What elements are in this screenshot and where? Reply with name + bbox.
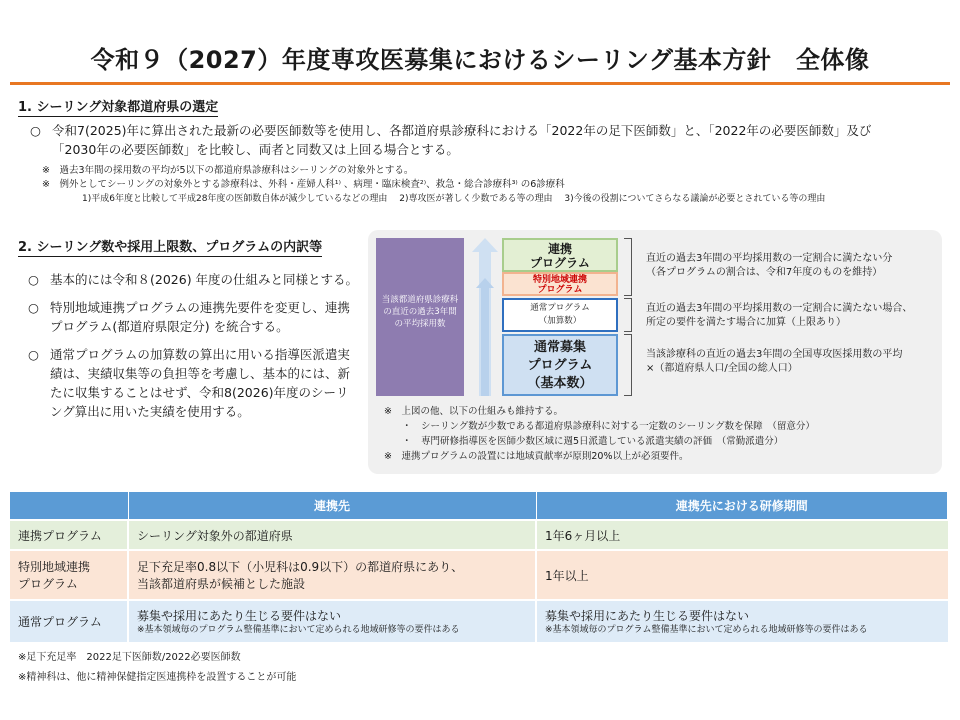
renkei-program-box xyxy=(502,238,618,272)
footnotes xyxy=(18,648,296,688)
partner-line1: 足下充足率0.8以下（小児科は0.9以下）の都道府県にあり、 xyxy=(137,560,464,574)
description-addition-line1: 直近の過去3年間の平均採用数の一定割合に満たない場合、 xyxy=(646,303,913,314)
partner-cell xyxy=(128,600,536,642)
average-hires-bar xyxy=(376,238,464,396)
brace-1 xyxy=(624,238,632,296)
table-row xyxy=(10,520,948,550)
section2-bullet: ○ xyxy=(28,272,39,287)
description-addition xyxy=(646,302,938,330)
table-row xyxy=(10,550,948,600)
section2-item-text: 基本的には令和８(2026) 年度の仕組みと同様とする。 xyxy=(50,272,359,287)
renkei-program-label-line1: 連携 xyxy=(547,242,572,256)
footnote: ※精神科は、他に精神保健指定医連携枠を設置することが可能 xyxy=(18,672,297,683)
average-hires-label-line3: の平均採用数 xyxy=(394,319,446,329)
diagram-note-a: ※ 上図の他、以下の仕組みも維持する。 xyxy=(384,406,563,417)
section2-item xyxy=(28,270,360,289)
partner-main: 募集や採用にあたり生じる要件はない xyxy=(137,609,342,623)
special-region-label-line1: 特別地域連携 xyxy=(532,275,587,285)
program-name-line1: 特別地域連携 xyxy=(18,560,91,574)
table-header-partner: 連携先 xyxy=(128,492,536,520)
section2-list xyxy=(28,270,360,430)
note-1: ※ 過去3年間の採用数の平均が5以下の都道府県診療科はシーリングの対象外とする。 xyxy=(42,165,414,176)
partner-note: ※基本領域毎のプログラム整備基準において定められる地域研修等の要件はある xyxy=(137,625,460,635)
description-renkei-line1: 直近の過去3年間の平均採用数の一定割合に満たない分 xyxy=(646,253,893,264)
footnote: ※足下充足率 2022足下医師数/2022必要医師数 xyxy=(18,652,241,663)
partner-cell: シーリング対象外の都道府県 xyxy=(128,520,536,550)
regular-program-addition-box xyxy=(502,298,618,332)
addition-label-line1: 通常プログラム xyxy=(530,303,590,313)
description-base-line1: 当該診療科の直近の過去3年間の全国専攻医採用数の平均 xyxy=(646,349,903,360)
description-base-line2: ×（都道府県人口/全国の総人口） xyxy=(646,363,798,374)
special-region-label-line2: プログラム xyxy=(537,285,583,295)
period-note: ※基本領域毎のプログラム整備基準において定められる地域研修等の要件はある xyxy=(545,625,868,635)
section1-notes xyxy=(42,164,952,206)
section1-body xyxy=(30,121,950,159)
table-row xyxy=(10,600,948,642)
program-name-line2: プログラム xyxy=(18,577,78,591)
program-name xyxy=(10,550,128,600)
table-header-period: 連携先における研修期間 xyxy=(536,492,948,520)
section2-bullet: ○ xyxy=(28,347,39,362)
section2-item-text: 特別地域連携プログラムの連携先要件を変更し、連携プログラム(都道府県限定分) を統合する。 xyxy=(50,300,350,334)
section2-item xyxy=(28,298,360,336)
ceiling-structure-diagram xyxy=(368,230,942,474)
section2-bullet: ○ xyxy=(28,300,39,315)
section1-text-line1: 令和7(2025)年に算出された最新の必要医師数等を使用し、各都道府県診療科における「2022年の足下医師数」と、「2022年の必要医師数」及び xyxy=(52,123,872,138)
program-name: 通常プログラム xyxy=(10,600,128,642)
section2-heading: 2. シーリング数や採用上限数、プログラムの内訳等 xyxy=(18,236,322,257)
partner-line2: 当該都道府県が候補とした施設 xyxy=(137,577,306,591)
table-header-row xyxy=(10,492,948,520)
partner-cell xyxy=(128,550,536,600)
regular-program-base-box xyxy=(502,334,618,396)
section2-item-text: 通常プログラムの加算数の算出に用いる指導医派遣実績は、実績収集等の負担等を考慮し、基本的には、新たに収集することはせず、令和8(2026)年度のシーリング算出に用いた実績を使用する。 xyxy=(50,347,351,419)
brace-2 xyxy=(624,298,632,332)
diagram-note-b: ・ シーリング数が少数である都道府県診療科に対する一定数のシーリング数を保障 （留意分） xyxy=(402,421,815,432)
title-divider xyxy=(10,82,950,85)
section1-bullet: ○ xyxy=(30,123,41,138)
period-cell xyxy=(536,600,948,642)
addition-label-line2: （加算数） xyxy=(538,316,582,326)
upward-arrows-icon xyxy=(472,238,498,396)
section1-text-line2: 「2030年の必要医師数」を比較し、両者と同数又は上回る場合とする。 xyxy=(52,142,459,157)
diagram-notes xyxy=(384,404,934,464)
table-header-program xyxy=(10,492,128,520)
period-cell: 1年6ヶ月以上 xyxy=(536,520,948,550)
page-title: 令和９（2027）年度専攻医募集におけるシーリング基本方針 全体像 xyxy=(90,46,870,74)
note-3: 1)平成6年度と比較して平成28年度の医師数自体が減少しているなどの理由 2)専攻医が著しく少数である等の理由 3)今後の役割についてさらなる議論が必要とされている等の理由 xyxy=(82,194,826,204)
average-hires-label-line1: 当該都道府県診療科 xyxy=(381,295,459,305)
base-label-line3: （基本数） xyxy=(527,376,593,391)
period-main: 募集や採用にあたり生じる要件はない xyxy=(545,609,750,623)
diagram-note-c: ・ 専門研修指導医を医師少数区域に週5日派遣している派遣実績の評価 （常勤派遣分） xyxy=(402,436,784,447)
description-addition-line2: 所定の要件を満たす場合に加算（上限あり） xyxy=(646,317,846,328)
program-name: 連携プログラム xyxy=(10,520,128,550)
renkei-program-label-line2: プログラム xyxy=(530,256,590,270)
base-label-line1: 通常募集 xyxy=(533,340,586,355)
base-label-line2: プログラム xyxy=(527,358,593,373)
diagram-note-d: ※ 連携プログラムの設置には地域貢献率が原則20%以上が必須要件。 xyxy=(384,451,689,462)
special-region-program-box xyxy=(502,272,618,296)
note-2: ※ 例外としてシーリングの対象外とする診療科は、外科・産婦人科¹⁾ 、病理・臨床検査²⁾、救急・総合診療科³⁾ の6診療科 xyxy=(42,179,565,190)
brace-3 xyxy=(624,334,632,396)
period-cell: 1年以上 xyxy=(536,550,948,600)
description-renkei xyxy=(646,252,938,280)
section1-heading: 1. シーリング対象都道府県の選定 xyxy=(18,96,218,117)
description-renkei-line2: （各プログラムの割合は、令和7年度のものを維持） xyxy=(646,267,883,278)
description-base xyxy=(646,348,938,376)
section2-item xyxy=(28,345,360,421)
program-comparison-table xyxy=(10,492,948,642)
average-hires-label-line2: の直近の過去3年間 xyxy=(383,307,457,317)
